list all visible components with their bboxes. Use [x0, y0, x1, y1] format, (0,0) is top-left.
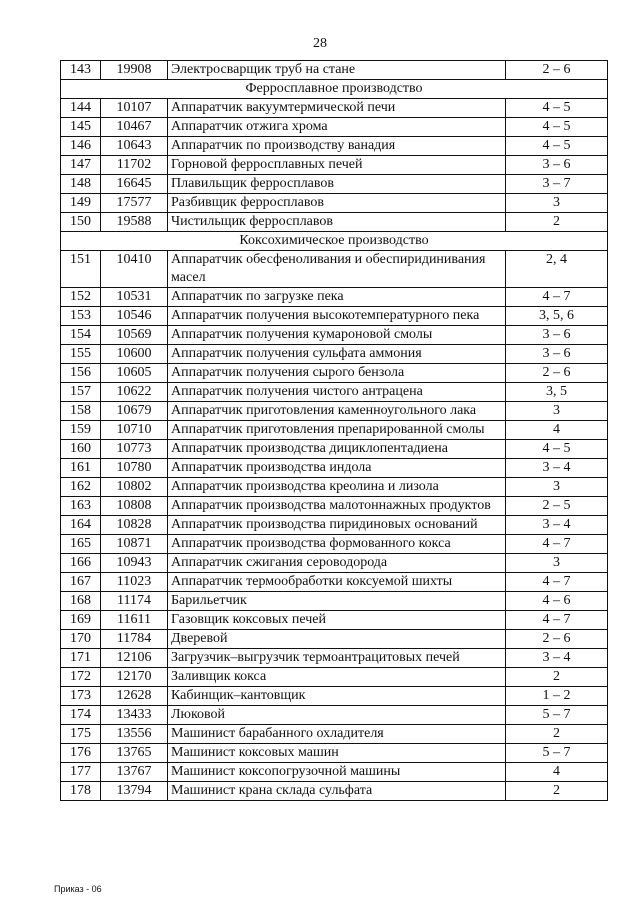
qualification-grade: 3: [506, 478, 608, 497]
occupation-code: 11174: [101, 592, 168, 611]
qualification-grade: 4 – 5: [506, 137, 608, 156]
occupation-code: 10871: [101, 535, 168, 554]
row-number: 166: [61, 554, 101, 573]
row-number: 157: [61, 383, 101, 402]
row-number: 169: [61, 611, 101, 630]
table-row: [61, 516, 608, 535]
row-number: 154: [61, 326, 101, 345]
row-number: 178: [61, 782, 101, 801]
table-row: [61, 649, 608, 668]
occupation-code: 17577: [101, 194, 168, 213]
qualification-grade: 2 – 6: [506, 61, 608, 80]
occupation-title: Плавильщик ферросплавов: [168, 175, 506, 194]
occupation-code: 10643: [101, 137, 168, 156]
row-number: 155: [61, 345, 101, 364]
row-number: 170: [61, 630, 101, 649]
table-body: [61, 61, 608, 801]
occupation-title: Разбивщик ферросплавов: [168, 194, 506, 213]
page-number: 28: [313, 36, 327, 51]
qualification-grade: 2 – 6: [506, 364, 608, 383]
row-number: 174: [61, 706, 101, 725]
qualification-grade: 4 – 7: [506, 573, 608, 592]
occupation-code: 12106: [101, 649, 168, 668]
row-number: 176: [61, 744, 101, 763]
table-row: [61, 744, 608, 763]
qualification-grade: 2: [506, 782, 608, 801]
row-number: 152: [61, 288, 101, 307]
occupation-code: 13794: [101, 782, 168, 801]
section-header-row: [61, 232, 608, 251]
row-number: 160: [61, 440, 101, 459]
occupation-title: Аппаратчик получения сырого бензола: [168, 364, 506, 383]
occupation-title: Машинист крана склада сульфата: [168, 782, 506, 801]
qualification-grade: 4 – 7: [506, 288, 608, 307]
occupation-title: Загрузчик–выгрузчик термоантрацитовых печей: [168, 649, 506, 668]
row-number: 151: [61, 251, 101, 288]
table-row: [61, 61, 608, 80]
table-row: [61, 687, 608, 706]
occupation-title: Электросварщик труб на стане: [168, 61, 506, 80]
section-header-row: [61, 80, 608, 99]
occupation-code: 10467: [101, 118, 168, 137]
row-number: 161: [61, 459, 101, 478]
row-number: 148: [61, 175, 101, 194]
qualification-grade: 4 – 5: [506, 118, 608, 137]
qualification-grade: 2 – 5: [506, 497, 608, 516]
occupation-title: Аппаратчик производства малотоннажных продуктов: [168, 497, 506, 516]
occupation-code: 10943: [101, 554, 168, 573]
occupation-code: 10410: [101, 251, 168, 288]
occupation-code: 12628: [101, 687, 168, 706]
occupation-title: Кабинщик–кантовщик: [168, 687, 506, 706]
qualification-grade: 4 – 5: [506, 440, 608, 459]
occupation-code: 10605: [101, 364, 168, 383]
qualification-grade: 3 – 4: [506, 459, 608, 478]
occupation-title: Аппаратчик приготовления каменноугольного лака: [168, 402, 506, 421]
qualification-grade: 2 – 6: [506, 630, 608, 649]
occupation-title: Аппаратчик производства пиридиновых оснований: [168, 516, 506, 535]
table-row: [61, 213, 608, 232]
occupation-title: Аппаратчик отжига хрома: [168, 118, 506, 137]
occupation-code: 19908: [101, 61, 168, 80]
occupation-code: 11611: [101, 611, 168, 630]
table-row: [61, 288, 608, 307]
table-row: [61, 421, 608, 440]
footer-label: Приказ - 06: [54, 884, 102, 894]
table-row: [61, 99, 608, 118]
row-number: 177: [61, 763, 101, 782]
qualification-grade: 3, 5, 6: [506, 307, 608, 326]
table-row: [61, 630, 608, 649]
row-number: 156: [61, 364, 101, 383]
occupation-title: Аппаратчик обесфеноливания и обеспиридинивания масел: [168, 251, 506, 288]
occupation-code: 13767: [101, 763, 168, 782]
table-row: [61, 763, 608, 782]
occupation-title: Горновой ферросплавных печей: [168, 156, 506, 175]
occupation-title: Барильетчик: [168, 592, 506, 611]
occupation-title: Аппаратчик получения сульфата аммония: [168, 345, 506, 364]
occupation-code: 10773: [101, 440, 168, 459]
occupation-code: 10622: [101, 383, 168, 402]
row-number: 175: [61, 725, 101, 744]
occupation-title: Аппаратчик производства индола: [168, 459, 506, 478]
qualification-grade: 2: [506, 668, 608, 687]
table-row: [61, 307, 608, 326]
qualification-grade: 3 – 6: [506, 156, 608, 175]
qualification-grade: 3 – 4: [506, 516, 608, 535]
occupation-title: Аппаратчик получения чистого антрацена: [168, 383, 506, 402]
qualification-grade: 3 – 6: [506, 345, 608, 364]
occupation-code: 10600: [101, 345, 168, 364]
qualification-grade: 2: [506, 725, 608, 744]
occupation-code: 10107: [101, 99, 168, 118]
row-number: 143: [61, 61, 101, 80]
occupation-title: Аппаратчик по производству ванадия: [168, 137, 506, 156]
qualification-grade: 2: [506, 213, 608, 232]
table-row: [61, 592, 608, 611]
occupation-title: Газовщик коксовых печей: [168, 611, 506, 630]
table-row: [61, 611, 608, 630]
occupation-title: Машинист коксопогрузочной машины: [168, 763, 506, 782]
row-number: 149: [61, 194, 101, 213]
row-number: 172: [61, 668, 101, 687]
row-number: 168: [61, 592, 101, 611]
occupation-title: Аппаратчик получения высокотемпературного пека: [168, 307, 506, 326]
qualification-grade: 3: [506, 194, 608, 213]
qualification-grade: 4 – 7: [506, 611, 608, 630]
table-row: [61, 175, 608, 194]
occupation-code: 11702: [101, 156, 168, 175]
qualification-grade: 4 – 6: [506, 592, 608, 611]
qualification-grade: 4: [506, 421, 608, 440]
table-row: [61, 326, 608, 345]
table-row: [61, 364, 608, 383]
table-row: [61, 251, 608, 288]
occupation-code: 13433: [101, 706, 168, 725]
table-row: [61, 459, 608, 478]
occupations-table: [60, 60, 608, 801]
qualification-grade: 3, 5: [506, 383, 608, 402]
row-number: 159: [61, 421, 101, 440]
table-row: [61, 440, 608, 459]
table-row: [61, 383, 608, 402]
row-number: 173: [61, 687, 101, 706]
occupation-code: 16645: [101, 175, 168, 194]
occupation-title: Машинист барабанного охладителя: [168, 725, 506, 744]
occupation-title: Аппаратчик производства формованного кокса: [168, 535, 506, 554]
row-number: 146: [61, 137, 101, 156]
qualification-grade: 3: [506, 402, 608, 421]
occupation-code: 10531: [101, 288, 168, 307]
occupation-title: Аппаратчик приготовления препарированной смолы: [168, 421, 506, 440]
qualification-grade: 5 – 7: [506, 744, 608, 763]
row-number: 158: [61, 402, 101, 421]
qualification-grade: 4: [506, 763, 608, 782]
occupation-code: 10569: [101, 326, 168, 345]
occupation-code: 10828: [101, 516, 168, 535]
table-row: [61, 782, 608, 801]
occupation-code: 10710: [101, 421, 168, 440]
occupation-code: 11023: [101, 573, 168, 592]
occupation-title: Аппаратчик термообработки коксуемой шихты: [168, 573, 506, 592]
occupation-code: 10679: [101, 402, 168, 421]
occupation-code: 10780: [101, 459, 168, 478]
row-number: 153: [61, 307, 101, 326]
occupation-title: Аппаратчик производства креолина и лизола: [168, 478, 506, 497]
table-row: [61, 668, 608, 687]
occupation-title: Аппаратчик по загрузке пека: [168, 288, 506, 307]
table-row: [61, 573, 608, 592]
qualification-grade: 4 – 5: [506, 99, 608, 118]
table-row: [61, 497, 608, 516]
qualification-grade: 3: [506, 554, 608, 573]
row-number: 162: [61, 478, 101, 497]
qualification-grade: 3 – 4: [506, 649, 608, 668]
row-number: 163: [61, 497, 101, 516]
table-row: [61, 478, 608, 497]
table-row: [61, 725, 608, 744]
occupation-title: Аппаратчик сжигания сероводорода: [168, 554, 506, 573]
table-row: [61, 345, 608, 364]
table-row: [61, 194, 608, 213]
occupation-code: 19588: [101, 213, 168, 232]
occupation-code: 13765: [101, 744, 168, 763]
row-number: 171: [61, 649, 101, 668]
row-number: 144: [61, 99, 101, 118]
qualification-grade: 1 – 2: [506, 687, 608, 706]
row-number: 150: [61, 213, 101, 232]
row-number: 167: [61, 573, 101, 592]
occupation-title: Чистильщик ферросплавов: [168, 213, 506, 232]
occupation-code: 12170: [101, 668, 168, 687]
table-row: [61, 402, 608, 421]
row-number: 164: [61, 516, 101, 535]
occupation-code: 10802: [101, 478, 168, 497]
table-row: [61, 535, 608, 554]
occupation-code: 13556: [101, 725, 168, 744]
section-title: Ферросплавное производство: [61, 80, 608, 99]
qualification-grade: 5 – 7: [506, 706, 608, 725]
occupation-code: 10546: [101, 307, 168, 326]
table-row: [61, 137, 608, 156]
occupation-title: Аппаратчик производства дициклопентадиена: [168, 440, 506, 459]
occupation-code: 11784: [101, 630, 168, 649]
row-number: 145: [61, 118, 101, 137]
row-number: 147: [61, 156, 101, 175]
table-row: [61, 118, 608, 137]
qualification-grade: 4 – 7: [506, 535, 608, 554]
occupation-title: Заливщик кокса: [168, 668, 506, 687]
section-title: Коксохимическое производство: [61, 232, 608, 251]
table-row: [61, 554, 608, 573]
occupation-title: Машинист коксовых машин: [168, 744, 506, 763]
occupation-code: 10808: [101, 497, 168, 516]
occupation-title: Дверевой: [168, 630, 506, 649]
qualification-grade: 3 – 7: [506, 175, 608, 194]
occupation-title: Аппаратчик вакуумтермической печи: [168, 99, 506, 118]
qualification-grade: 2, 4: [506, 251, 608, 288]
table-row: [61, 156, 608, 175]
table-row: [61, 706, 608, 725]
qualification-grade: 3 – 6: [506, 326, 608, 345]
row-number: 165: [61, 535, 101, 554]
occupation-title: Люковой: [168, 706, 506, 725]
occupation-title: Аппаратчик получения кумароновой смолы: [168, 326, 506, 345]
